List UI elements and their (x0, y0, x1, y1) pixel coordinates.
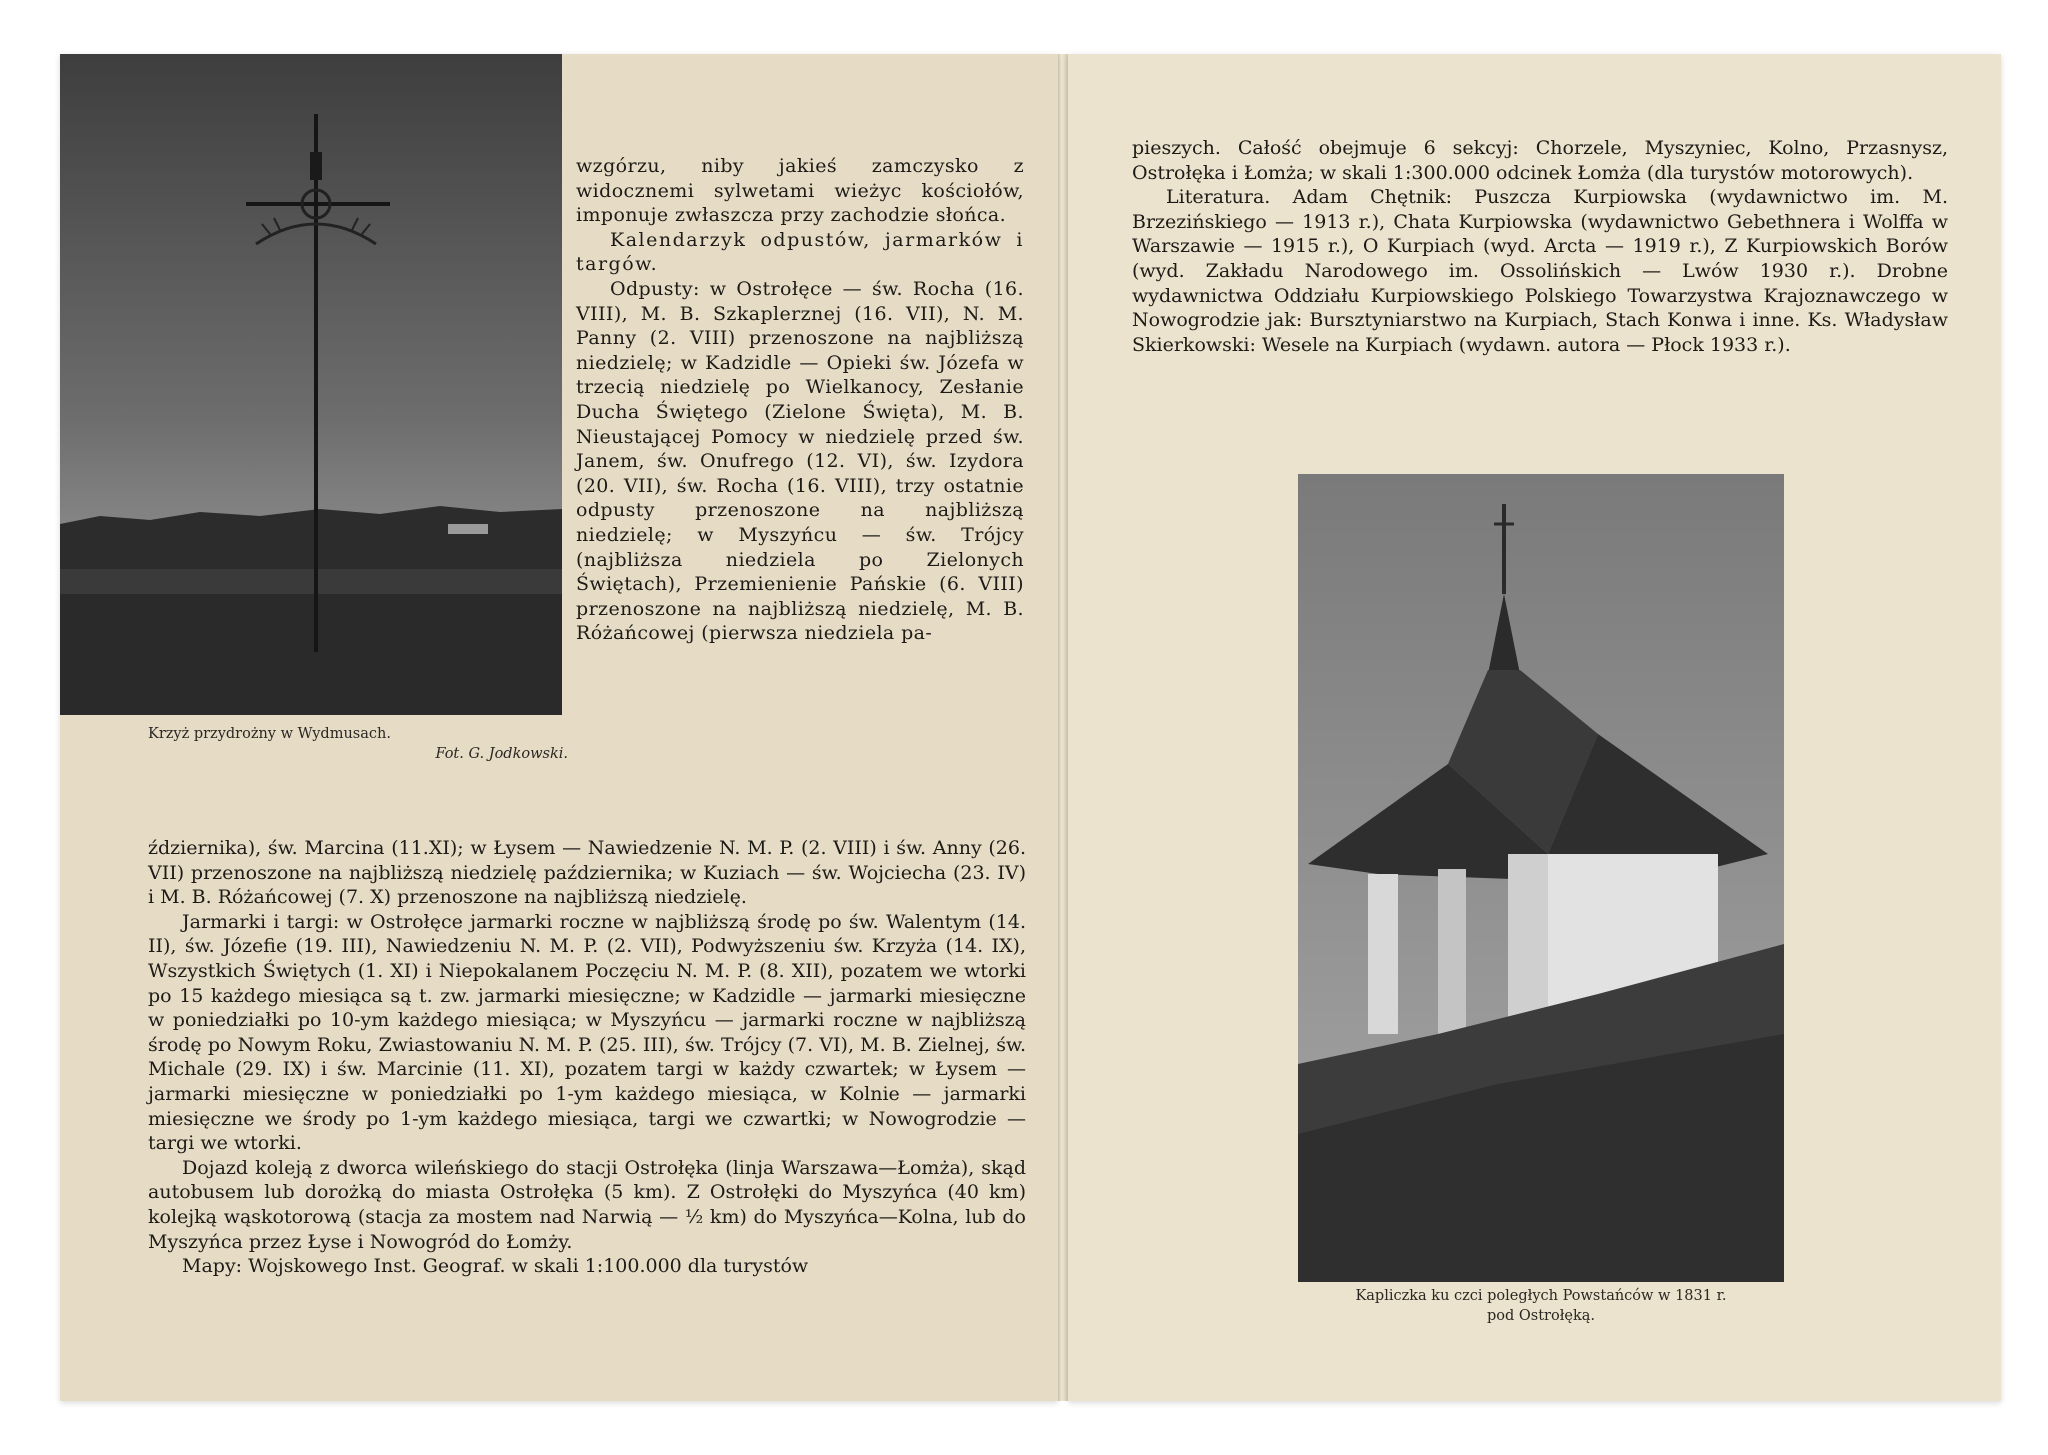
paragraph: Dojazd koleją z dworca wileńskiego do stacji Ostrołęka (linja Warszawa—Łomża), skąd autobusem lub dorożką do miasta Ostrołęka (5 km). Z Ostrołęki do Myszyńca (40 km) kolejką wąskotorową (stacja za mostem nad Narwią — ½ km) do Myszyńca—Kolna, lub do Myszyńca przez Łyse i Nowogród do Łomży. (148, 1156, 1026, 1253)
left-photo-caption (148, 724, 568, 764)
right-page (1068, 54, 2001, 1401)
right-photo-caption (1298, 1286, 1784, 1326)
roadside-cross-photo (60, 54, 562, 715)
literature-text (1132, 136, 1948, 357)
photo-credit: Fot. G. Jodkowski. (435, 746, 568, 762)
full-width-text (148, 836, 1026, 1279)
paragraph: Mapy: Wojskowego Inst. Geograf. w skali 1:100.000 dla turystów (182, 1255, 809, 1278)
paragraph: Jarmarki i targi: w Ostrołęce jarmarki roczne w najbliższą środę po św. Walentym (14. II), św. Józefie (19. III), Nawiedzeniu N. M. P. (2. VII), Podwyższeniu św. Krzyża (14. IX), Wszystkich Świętych (1. XI) i Niepokalanem Poczęciu N. M. P. (8. XII), pozatem we wtorki po 15 każdego miesiąca są t. zw. jarmarki miesięczne; w Kadzidle — jarmarki miesięczne w poniedziałki po 10-ym każdego miesiąca; w Myszyńcu — jarmarki roczne w najbliższą środę po Nowym Roku, Zwiastowaniu N. M. P. (25. III), św. Trójcy (7. VI), M. B. Zielnej, św. Michale (29. IX) i św. Marcinie (11. XI), pozatem targi w każdy czwartek; w Łysem — jarmarki miesięczne w poniedziałki po 1-ym każdego miesiąca, w Kolnie — jarmarki miesięczne we środy po 1-ym każdego miesiąca, targi we czwartki; w Nowogrodzie — targi we wtorki. (148, 910, 1026, 1155)
paragraph: pieszych. Całość obejmuje 6 sekcyj: Chorzele, Myszyniec, Kolno, Przasnysz, Ostrołęka i Łomża; w skali 1:300.000 odcinek Łomża (dla turystów motorowych). (1132, 137, 1948, 184)
paragraph: Literatura. Adam Chętnik: Puszcza Kurpiowska (wydawnictwo im. M. Brzezińskiego — 1913 r.), Chata Kurpiowska (wydawnictwo Gebethnera i Wolffa w Warszawie — 1915 r.), O Kurpiach (wyd. Arcta — 1919 r.), Z Kurpiowskich Borów (wyd. Zakładu Narodowego im. Ossolińskich — Lwów 1930 r.). Drobne wydawnictwa Oddziału Kurpiowskiego Polskiego Towarzystwa Krajoznawczego w Nowogrodzie jak: Bursztyniarstwo na Kurpiach, Stach Konwa i inne. Ks. Władysław Skierkowski: Wesele na Kurpiach (wydawn. autora — Płock 1933 r.). (1132, 186, 1948, 356)
caption-line: pod Ostrołęką. (1486, 1308, 1596, 1324)
section-heading: Kalendarzyk odpustów, jarmarków i targów. (576, 228, 1024, 276)
caption-title: Krzyż przydrożny w Wydmusach. (148, 726, 391, 742)
column-text (576, 154, 1024, 646)
paragraph: wzgórzu, niby jakieś zamczysko z widocznemi sylwetami wieżyc kościołów, imponuje zwłaszcza przy zachodzie słońca. (576, 155, 1024, 227)
caption-line: Kapliczka ku czci poległych Powstańców w 1831 r. (1355, 1288, 1727, 1304)
chapel-photo (1298, 474, 1784, 1282)
left-page (60, 54, 1058, 1401)
paragraph: ździernika), św. Marcina (11.XI); w Łysem — Nawiedzenie N. M. P. (2. VIII) i św. Anny (26. VII) przenoszone na najbliższą niedzielę października; w Kuziach — św. Wojciecha (23. IV) i M. B. Różańcowej (7. X) przenoszone na najbliższą niedzielę. (148, 837, 1026, 909)
paragraph: Odpusty: w Ostrołęce — św. Rocha (16. VIII), M. B. Szkaplerznej (16. VII), N. M. Panny (2. VIII) przenoszone na najbliższą niedzielę; w Kadzidle — Opieki św. Józefa w trzecią niedzielę po Wielkanocy, Zesłanie Ducha Świętego (Zielone Święta), M. B. Nieustającej Pomocy w niedzielę przed św. Janem, św. Onufrego (12. VI), św. Izydora (20. VII), św. Rocha (16. VIII), trzy ostatnie odpusty przenoszone na najbliższą niedzielę; w Myszyńcu — św. Trójcy (najbliższa niedziela po Zielonych Świętach), Przemienienie Pańskie (6. VIII) przenoszone na najbliższą niedzielę, M. B. Różańcowej (pierwsza niedziela pa- (576, 277, 1024, 645)
